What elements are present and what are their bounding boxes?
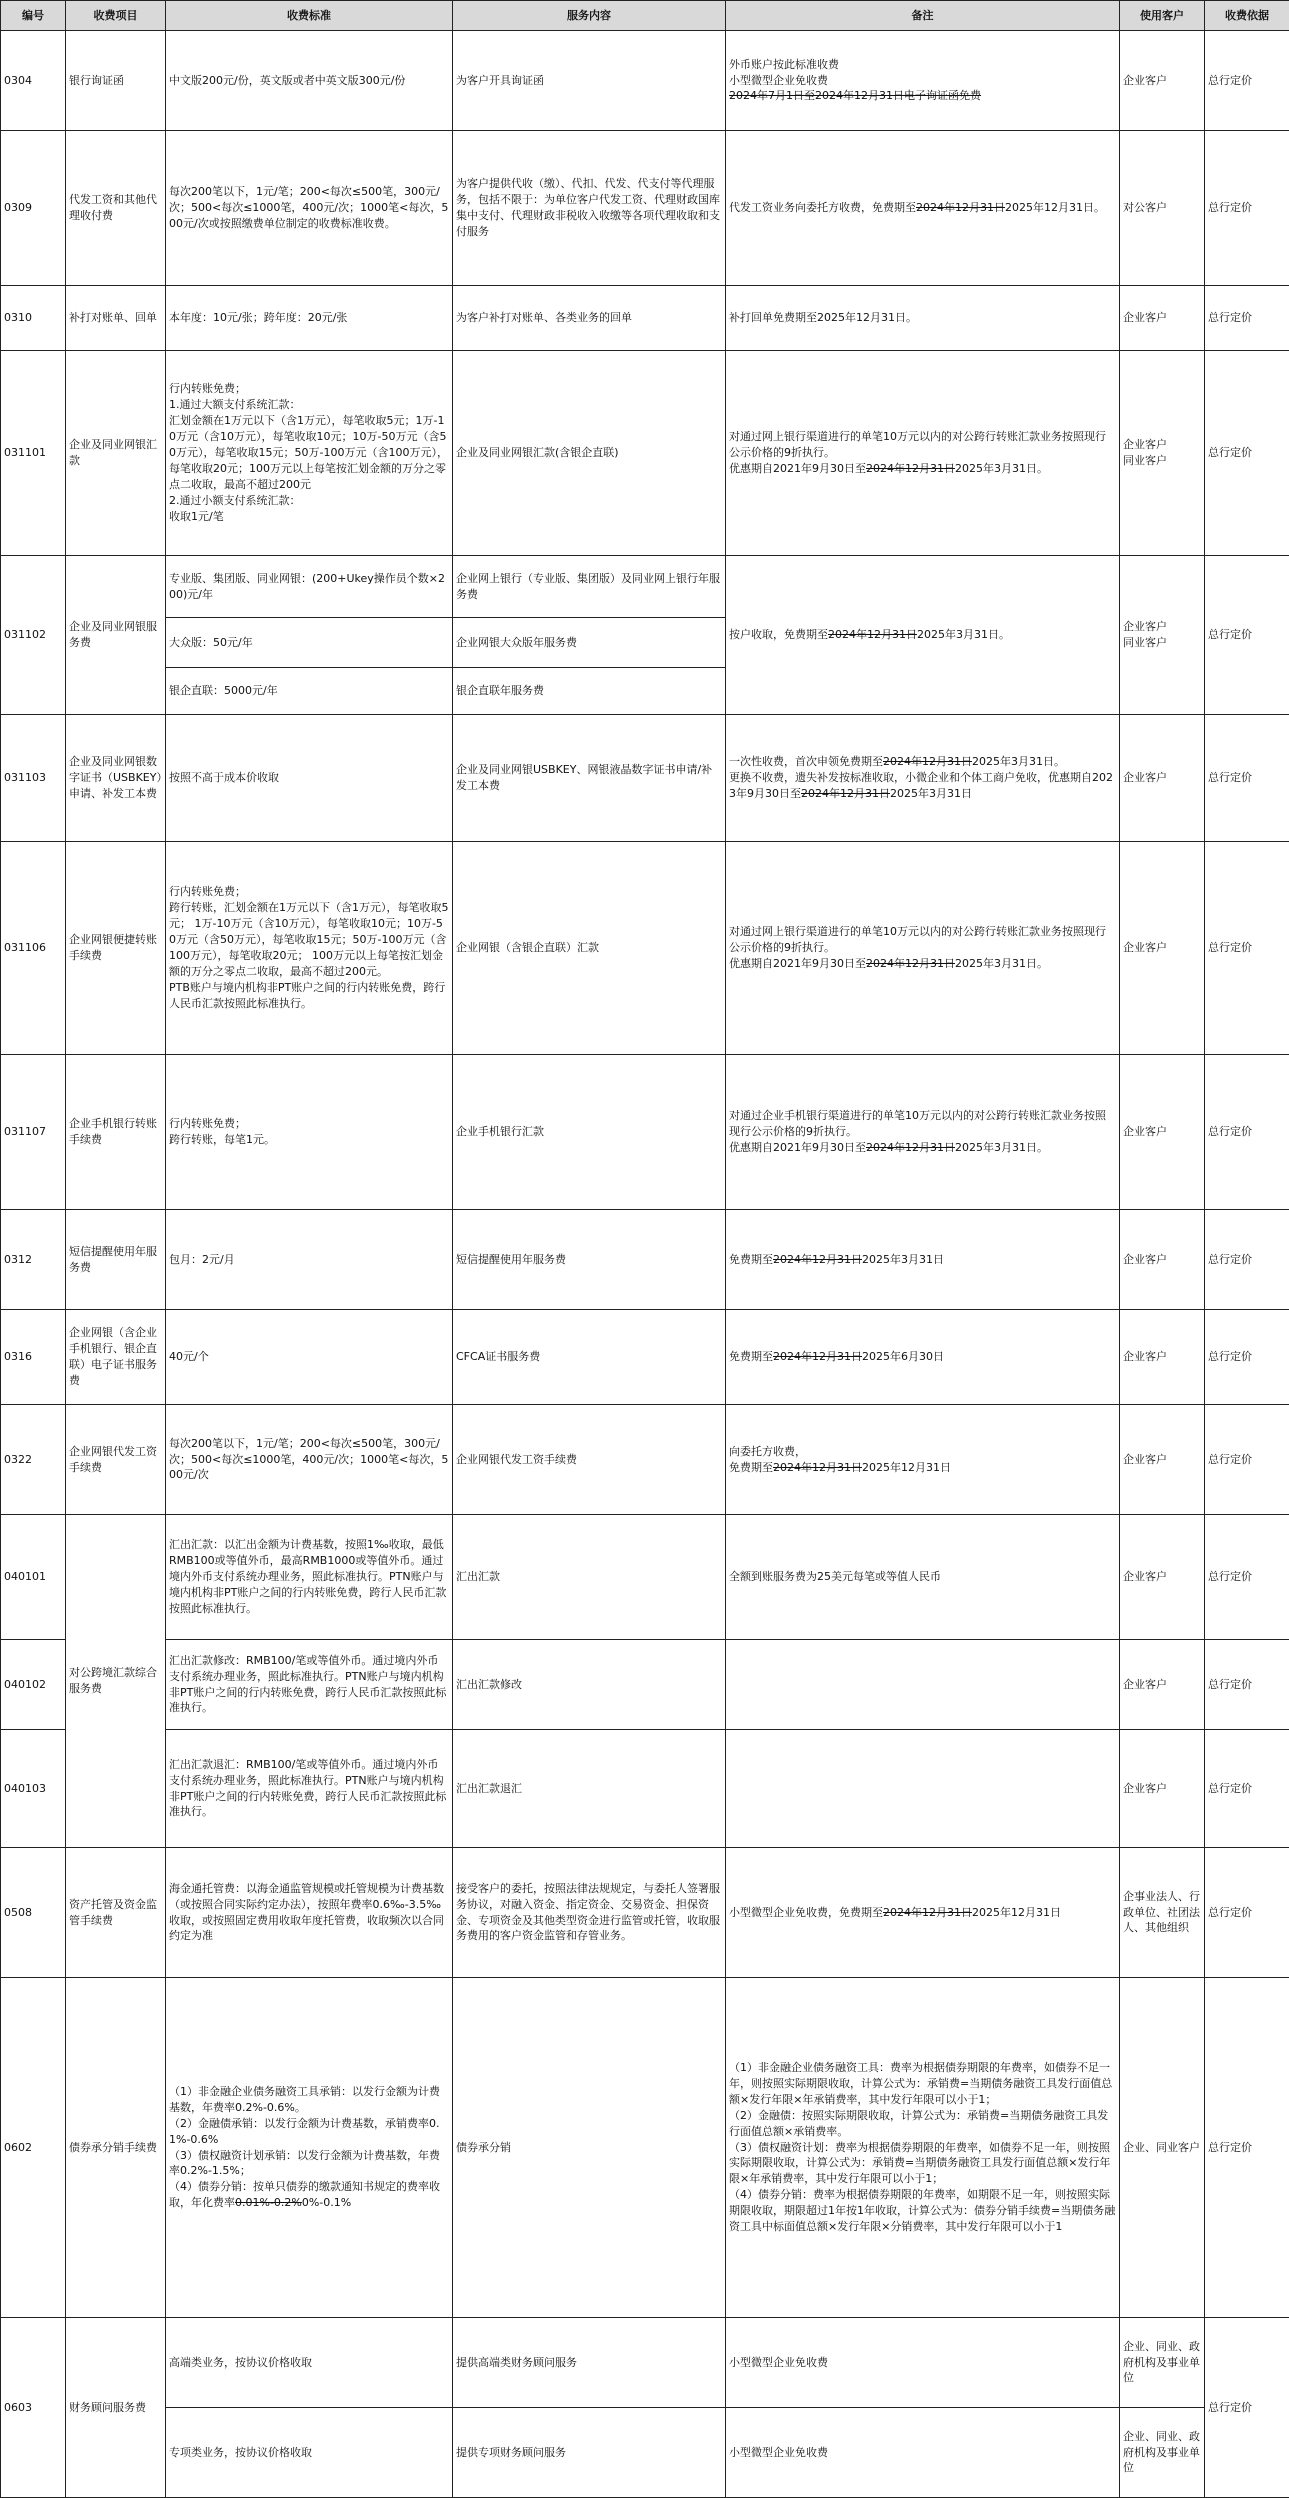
client-type: 企业客户 xyxy=(1120,286,1205,351)
remark-text: 2025年12月31日 xyxy=(862,1461,951,1474)
service-content: 企业及同业网银汇款(含银企直联) xyxy=(453,351,726,556)
remark xyxy=(726,31,1120,131)
fee-standard xyxy=(166,1978,453,2318)
fee-standard: 行内转账免费； 跨行转账，每笔1元。 xyxy=(166,1055,453,1210)
fee-code: 040102 xyxy=(1,1640,66,1730)
fee-standard: 大众版：50元/年 xyxy=(166,618,453,668)
fee-code: 031103 xyxy=(1,715,66,842)
fee-code: 031101 xyxy=(1,351,66,556)
remark-struck-text: 2024年12月31日 xyxy=(866,957,955,970)
client-type: 企业客户 xyxy=(1120,31,1205,131)
service-content: 接受客户的委托，按照法律法规规定，与委托人签署服务协议，对融入资金、指定资金、交易资金、担保资金、专项资金及其他类型资金进行监管或托管，收取服务费用的客户资金监管和存管业务。 xyxy=(453,1848,726,1978)
table-header-row xyxy=(1,1,1289,31)
remark xyxy=(726,1210,1120,1310)
fee-standard: 汇出汇款修改：RMB100/笔或等值外币。通过境内外币支付系统办理业务，照此标准执行。PTN账户与境内机构非PT账户之间的行内转账免费，跨行人民币汇款按照此标准执行。 xyxy=(166,1640,453,1730)
service-content: 债券承分销 xyxy=(453,1978,726,2318)
remark-text: 小型微型企业免收费，免费期至 xyxy=(729,1906,883,1919)
service-content: 为客户提供代收（缴）、代扣、代发、代支付等代理服务，包括不限于：为单位客户代发工资、代理财政国库集中支付、代理财政非税收入收缴等各项代理收取和支付服务 xyxy=(453,131,726,286)
service-content: 企业网银（含银企直联）汇款 xyxy=(453,842,726,1055)
fee-item: 企业网银（含企业手机银行、银企直联）电子证书服务费 xyxy=(66,1310,166,1405)
remark-text: 2025年3月31日 xyxy=(890,787,972,800)
service-content: CFCA证书服务费 xyxy=(453,1310,726,1405)
pricing-basis: 总行定价 xyxy=(1205,131,1289,286)
client-type: 企事业法人、行政单位、社团法人、其他组织 xyxy=(1120,1848,1205,1978)
fee-item: 企业网银代发工资手续费 xyxy=(66,1405,166,1515)
client-type: 企业客户 xyxy=(1120,1640,1205,1730)
remark-text: 代发工资业务向委托方收费，免费期至 xyxy=(729,201,916,214)
remark-text: 2025年3月31日。 xyxy=(955,957,1048,970)
fee-item: 企业及同业网银汇款 xyxy=(66,351,166,556)
remark-struck-text: 2024年12月31日 xyxy=(883,1906,972,1919)
standard-struck-text: 0.01%-0.2% xyxy=(235,2196,302,2209)
remark-text: 免费期至 xyxy=(729,1253,773,1266)
fee-item: 补打对账单、回单 xyxy=(66,286,166,351)
fee-standard: 汇出汇款：以汇出金额为计费基数，按照1‰收取，最低RMB100或等值外币，最高RMB1000或等值外币。通过境内外币支付系统办理业务，照此标准执行。PTN账户与境内机构非PT账户之间的行内转账免费，跨行人民币汇款按照此标准执行。 xyxy=(166,1515,453,1640)
remark: 全额到账服务费为25美元每笔或等值人民币 xyxy=(726,1515,1120,1640)
service-content: 企业网上银行（专业版、集团版）及同业网上银行年服务费 xyxy=(453,556,726,618)
table-row xyxy=(1,131,1289,286)
remark-text: 对通过网上银行渠道进行的单笔10万元以内的对公跨行转账汇款业务按照现行公示价格的9折执行。 优惠期自2021年9月30日至 xyxy=(729,925,1106,970)
pricing-basis: 总行定价 xyxy=(1205,286,1289,351)
remark-text: 2025年3月31日。 更换不收费，遗失补发按标准收取，小微企业和个体工商户免收，优惠期自2023年9月30日至 xyxy=(729,755,1113,800)
table-row xyxy=(1,2408,1289,2498)
fee-item: 资产托管及资金监管手续费 xyxy=(66,1848,166,1978)
pricing-basis: 总行定价 xyxy=(1205,2318,1289,2498)
remark-struck-text: 2024年12月31日 xyxy=(828,628,917,641)
fee-code: 0304 xyxy=(1,31,66,131)
table-row xyxy=(1,1055,1289,1210)
fee-code: 0602 xyxy=(1,1978,66,2318)
pricing-basis: 总行定价 xyxy=(1205,842,1289,1055)
table-row xyxy=(1,1405,1289,1515)
service-content: 为客户补打对账单、各类业务的回单 xyxy=(453,286,726,351)
table-row xyxy=(1,556,1289,618)
table-row xyxy=(1,1730,1289,1848)
service-content: 汇出汇款退汇 xyxy=(453,1730,726,1848)
fee-item: 银行询证函 xyxy=(66,31,166,131)
fee-standard: 银企直联：5000元/年 xyxy=(166,668,453,715)
table-row xyxy=(1,2318,1289,2408)
standard-text: （1）非金融企业债务融资工具承销：以发行金额为计费基数，年费率0.2%-0.6%。 （2）金融债承销：以发行金额为计费基数，承销费率0.1%-0.6% （3）债权融资计划承销：以发行金额为计费基数，年费率0.2%-1.5%； （4）债券分销：按单只债券的缴款通知书规定的费率收取，年化费率 xyxy=(169,2085,440,2210)
remark-struck-text: 2024年12月31日 xyxy=(883,755,972,768)
table-row xyxy=(1,351,1289,556)
remark-struck-text: 2024年12月31日 xyxy=(866,1141,955,1154)
table-row xyxy=(1,31,1289,131)
remark-text: 2025年3月31日。 xyxy=(955,1141,1048,1154)
remark-text: 外币账户按此标准收费 小型微型企业免收费 xyxy=(729,58,839,87)
remark-text: 2025年12月31日。 xyxy=(1005,201,1105,214)
fee-item: 企业及同业网银服务费 xyxy=(66,556,166,715)
remark-text: 按户收取，免费期至 xyxy=(729,628,828,641)
fee-standard: 行内转账免费； 跨行转账，汇划金额在1万元以下（含1万元），每笔收取5元； 1万-10万元（含10万元），每笔收取10元；10万-50万元（含50万元），每笔收取15元；50万-100万元（含100万元），每笔收取20元； 100万元以上每笔按汇划金额的万分之零点二收取，最高不超过200元。 PTB账户与境内机构非PT账户之间的行内转账免费，跨行人民币汇款按照此标准执行。 xyxy=(166,842,453,1055)
fee-code: 0603 xyxy=(1,2318,66,2498)
fee-item: 财务顾问服务费 xyxy=(66,2318,166,2498)
fee-code: 0508 xyxy=(1,1848,66,1978)
fee-code: 031107 xyxy=(1,1055,66,1210)
service-content: 汇出汇款 xyxy=(453,1515,726,1640)
service-content: 汇出汇款修改 xyxy=(453,1640,726,1730)
pricing-basis: 总行定价 xyxy=(1205,1055,1289,1210)
pricing-basis: 总行定价 xyxy=(1205,1310,1289,1405)
pricing-basis: 总行定价 xyxy=(1205,31,1289,131)
table-row xyxy=(1,1310,1289,1405)
fee-code: 0316 xyxy=(1,1310,66,1405)
remark: 小型微型企业免收费 xyxy=(726,2318,1120,2408)
remark-struck-text: 2024年12月31日 xyxy=(801,787,890,800)
fee-item: 代发工资和其他代理收付费 xyxy=(66,131,166,286)
fee-standard: 按照不高于成本价收取 xyxy=(166,715,453,842)
remark-struck-text: 2024年7月1日至2024年12月31日电子询证函免费 xyxy=(729,89,981,102)
fee-item: 短信提醒使用年服务费 xyxy=(66,1210,166,1310)
fee-code: 0310 xyxy=(1,286,66,351)
client-type: 企业客户 xyxy=(1120,1055,1205,1210)
service-content: 企业网银大众版年服务费 xyxy=(453,618,726,668)
remark xyxy=(726,842,1120,1055)
table-row xyxy=(1,1210,1289,1310)
fee-standard: 中文版200元/份，英文版或者中英文版300元/份 xyxy=(166,31,453,131)
pricing-basis: 总行定价 xyxy=(1205,1640,1289,1730)
fee-standard: 每次200笔以下，1元/笔；200<每次≤500笔，300元/次；500<每次≤1000笔，400元/次；1000笔<每次，500元/次或按照缴费单位制定的收费标准收费。 xyxy=(166,131,453,286)
remark-struck-text: 2024年12月31日 xyxy=(916,201,1005,214)
fee-item: 债券承分销手续费 xyxy=(66,1978,166,2318)
fee-standard: 本年度：10元/张；跨年度：20元/张 xyxy=(166,286,453,351)
fee-standard: 包月：2元/月 xyxy=(166,1210,453,1310)
remark-text: 对通过企业手机银行渠道进行的单笔10万元以内的对公跨行转账汇款业务按照现行公示价格的9折执行。 优惠期自2021年9月30日至 xyxy=(729,1109,1106,1154)
remark-text: 2025年12月31日 xyxy=(972,1906,1061,1919)
fee-code: 0312 xyxy=(1,1210,66,1310)
pricing-basis: 总行定价 xyxy=(1205,1978,1289,2318)
service-content: 为客户开具询证函 xyxy=(453,31,726,131)
remark xyxy=(726,1640,1120,1730)
remark-text: 2025年3月31日。 xyxy=(955,462,1048,475)
remark: （1）非金融企业债务融资工具：费率为根据债券期限的年费率，如债券不足一年，则按照实际期限收取，计算公式为：承销费=当期债务融资工具发行面值总额×发行年限×年承销费率，其中发行年限可以小于1； （2）金融债：按照实际期限收取，计算公式为：承销费=当期债务融资工具发行面值总额×承销费率。 （3）债权融资计划：费率为根据债券期限的年费率，如债券不足一年，则按照实际期限收取，计算公式为：承销费=当期债务融资工具发行面值总额×发行年限×年承销费率，其中发行年限可以小于1； （4）债券分销：费率为根据债券期限的年费率，如期限不足一年，则按照实际期限收取，期限超过1年按1年收取，计算公式为：债券分销手续费=当期债务融资工具中标面值总额×发行年限×分销费率，其中发行年限可以小于1 xyxy=(726,1978,1120,2318)
header-remark: 备注 xyxy=(726,1,1120,31)
header-client: 使用客户 xyxy=(1120,1,1205,31)
remark-text: 2025年6月30日 xyxy=(862,1350,944,1363)
table-row xyxy=(1,286,1289,351)
pricing-basis: 总行定价 xyxy=(1205,1848,1289,1978)
client-type: 企业客户 xyxy=(1120,1310,1205,1405)
table-row xyxy=(1,842,1289,1055)
header-code: 编号 xyxy=(1,1,66,31)
client-type: 企业客户 xyxy=(1120,1405,1205,1515)
fee-item: 企业网银便捷转账手续费 xyxy=(66,842,166,1055)
remark-struck-text: 2024年12月31日 xyxy=(773,1461,862,1474)
fee-code: 040101 xyxy=(1,1515,66,1640)
remark-text: 免费期至 xyxy=(729,1350,773,1363)
service-content: 短信提醒使用年服务费 xyxy=(453,1210,726,1310)
client-type: 企业客户 xyxy=(1120,1730,1205,1848)
remark xyxy=(726,351,1120,556)
remark-text: 一次性收费，首次申领免费期至 xyxy=(729,755,883,768)
fee-item: 企业及同业网银数字证书（USBKEY）申请、补发工本费 xyxy=(66,715,166,842)
pricing-basis: 总行定价 xyxy=(1205,1210,1289,1310)
fee-code: 040103 xyxy=(1,1730,66,1848)
fee-standard: 专项类业务，按协议价格收取 xyxy=(166,2408,453,2498)
fee-standard: 专业版、集团版、同业网银：(200+Ukey操作员个数×200)元/年 xyxy=(166,556,453,618)
table-row xyxy=(1,1640,1289,1730)
client-type: 企业客户 同业客户 xyxy=(1120,351,1205,556)
fee-code: 031106 xyxy=(1,842,66,1055)
fee-standard: 40元/个 xyxy=(166,1310,453,1405)
service-content: 企业及同业网银USBKEY、网银液晶数字证书申请/补发工本费 xyxy=(453,715,726,842)
client-type: 对公客户 xyxy=(1120,131,1205,286)
fee-code: 031102 xyxy=(1,556,66,715)
client-type: 企业客户 xyxy=(1120,1210,1205,1310)
standard-text: 0%-0.1% xyxy=(302,2196,351,2209)
remark xyxy=(726,1055,1120,1210)
client-type: 企业客户 xyxy=(1120,842,1205,1055)
remark xyxy=(726,131,1120,286)
fee-code: 0322 xyxy=(1,1405,66,1515)
client-type: 企业、同业客户 xyxy=(1120,1978,1205,2318)
remark-struck-text: 2024年12月31日 xyxy=(773,1253,862,1266)
fee-standard: 汇出汇款退汇：RMB100/笔或等值外币。通过境内外币支付系统办理业务，照此标准执行。PTN账户与境内机构非PT账户之间的行内转账免费，跨行人民币汇款按照此标准执行。 xyxy=(166,1730,453,1848)
remark-struck-text: 2024年12月31日 xyxy=(866,462,955,475)
table-row xyxy=(1,715,1289,842)
client-type: 企业、同业、政府机构及事业单位 xyxy=(1120,2408,1205,2498)
service-content: 提供专项财务顾问服务 xyxy=(453,2408,726,2498)
fee-item: 对公跨境汇款综合服务费 xyxy=(66,1515,166,1848)
remark-text: 对通过网上银行渠道进行的单笔10万元以内的对公跨行转账汇款业务按照现行公示价格的9折执行。 优惠期自2021年9月30日至 xyxy=(729,430,1106,475)
remark xyxy=(726,1405,1120,1515)
fee-code: 0309 xyxy=(1,131,66,286)
fee-item: 企业手机银行转账手续费 xyxy=(66,1055,166,1210)
fee-standard: 每次200笔以下，1元/笔；200<每次≤500笔，300元/次；500<每次≤1000笔，400元/次；1000笔<每次，500元/次 xyxy=(166,1405,453,1515)
client-type: 企业客户 xyxy=(1120,715,1205,842)
service-content: 提供高端类财务顾问服务 xyxy=(453,2318,726,2408)
header-basis: 收费依据 xyxy=(1205,1,1289,31)
table-row xyxy=(1,1978,1289,2318)
remark xyxy=(726,556,1120,715)
remark-text: 2025年3月31日 xyxy=(862,1253,944,1266)
table-row xyxy=(1,1515,1289,1640)
remark xyxy=(726,1848,1120,1978)
fee-standard: 高端类业务，按协议价格收取 xyxy=(166,2318,453,2408)
remark-struck-text: 2024年12月31日 xyxy=(773,1350,862,1363)
pricing-basis: 总行定价 xyxy=(1205,1515,1289,1640)
remark: 补打回单免费期至2025年12月31日。 xyxy=(726,286,1120,351)
service-content: 企业网银代发工资手续费 xyxy=(453,1405,726,1515)
fee-standard: 行内转账免费； 1.通过大额支付系统汇款： 汇划金额在1万元以下（含1万元），每笔收取5元；1万-10万元（含10万元），每笔收取10元；10万-50万元（含50万元），每笔收取15元；50万-100万元（含100万元），每笔收取20元；100万元以上每笔按汇划金额的万分之零点二收取，最高不超过200元 2.通过小额支付系统汇款： 收取1元/笔 xyxy=(166,351,453,556)
header-content: 服务内容 xyxy=(453,1,726,31)
remark xyxy=(726,1310,1120,1405)
pricing-basis: 总行定价 xyxy=(1205,1405,1289,1515)
remark-text: 向委托方收费， 免费期至 xyxy=(729,1445,806,1474)
pricing-basis: 总行定价 xyxy=(1205,715,1289,842)
table-row xyxy=(1,1848,1289,1978)
fee-standard: 海金通托管费：以海金通监管规模或托管规模为计费基数（或按照合同实际约定办法），按照年费率0.6‰-3.5‰收取，或按照固定费用收取年度托管费，收取频次以合同约定为准 xyxy=(166,1848,453,1978)
header-item: 收费项目 xyxy=(66,1,166,31)
service-content: 银企直联年服务费 xyxy=(453,668,726,715)
client-type: 企业客户 xyxy=(1120,1515,1205,1640)
pricing-basis: 总行定价 xyxy=(1205,351,1289,556)
client-type: 企业、同业、政府机构及事业单位 xyxy=(1120,2318,1205,2408)
client-type: 企业客户 同业客户 xyxy=(1120,556,1205,715)
header-standard: 收费标准 xyxy=(166,1,453,31)
pricing-basis: 总行定价 xyxy=(1205,556,1289,715)
remark xyxy=(726,715,1120,842)
service-content: 企业手机银行汇款 xyxy=(453,1055,726,1210)
remark xyxy=(726,1730,1120,1848)
pricing-basis: 总行定价 xyxy=(1205,1730,1289,1848)
remark: 小型微型企业免收费 xyxy=(726,2408,1120,2498)
remark-text: 2025年3月31日。 xyxy=(917,628,1010,641)
